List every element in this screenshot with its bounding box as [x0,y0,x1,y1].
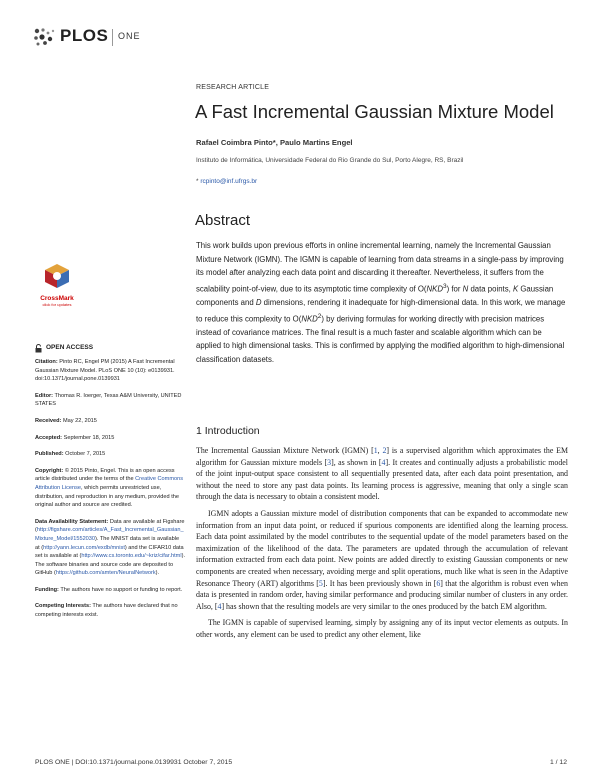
citation-block: Citation: Pinto RC, Engel PM (2015) A Fast Incremental Gaussian Mixture Model. PLoS ONE 10 (10): e0139931. doi:10.1371/journal.pone.0139931 [35,359,175,383]
abstract-text: This work builds upon previous efforts in online incremental learning, namely the Incremental Gaussian Mixture Network (IGMN). The IGMN is capable of learning from data streams in a single-pass by improving its model after analyzing each data point and discarding it thereafter. Nevertheless, it suffers from the scalability point-of-view, due to its asymptotic time complexity of O(NKD$^3$) for N data points, K Gaussian components and D dimensions, rendering it inadequate for high-dimensional data. In this work, we manage to reduce this complexity to O(NKD$^2$) by deriving formulas for working directly with precision matrices instead of covariance matrices. The final result is a much faster and scalable algorithm which can be applied to high dimensional tasks. This is confirmed by applying the modified algorithm to high-dimensional classification datasets. [196,241,566,364]
crossmark-icon [43,263,71,289]
ref-link[interactable]: 1 [373,446,378,455]
received-block: Received: May 22, 2015 [35,417,97,424]
ref-link[interactable]: 4 [381,457,386,467]
crossmark-badge[interactable] [37,263,77,307]
open-lock-icon [35,344,42,353]
paper-title: A Fast Incremental Gaussian Mixture Model [195,101,554,122]
editor-block: Editor: Thomas R. Ioerger, Texas A&M University, UNITED STATES [35,392,182,408]
published-block: Published: October 7, 2015 [35,451,106,458]
paper-authors: Rafael Coimbra Pinto*, Paulo Martins Engel [196,138,353,147]
section-heading-introduction: 1 Introduction [196,425,260,437]
email-link[interactable]: rcpinto@inf.ufrgs.br [200,178,258,185]
plos-logo-text: PLOS [60,26,109,45]
crossmark-sub: click for updates [42,302,72,307]
ref-link[interactable]: 5 [318,578,323,588]
journal-name: ONE [118,31,141,41]
github-link[interactable]: https://github.com/amten/NeuralNetwork [55,570,156,577]
article-type: RESEARCH ARTICLE [196,84,270,91]
intro-paragraph: The Incremental Gaussian Mixture Network (IGMN) [1, 2] is a supervised algorithm which approximates the EM algorithm for Gaussian mixture models [3], as shown in [4]. It creates and continually adjusts a probabilistic model of the joint input-output space consistent to all sequentially presented data, after each data point presentation, and without the need to store any past data points. Its learning process is aggressive, meaning that only a single scan through the data is necessary to obtain a consistent model. [196,446,568,502]
corresponding-email: * rcpinto@inf.ufrgs.br [196,178,258,185]
introduction-body [196,445,568,646]
ref-link[interactable]: 4 [217,601,222,611]
figshare-link[interactable]: http://figshare.com/articles/A_Fast_Incremental_Gaussian_Mixture_Model/1552030 [35,527,184,542]
cifar-link[interactable]: http://www.cs.toronto.edu/~kriz/cifar.html [81,553,182,560]
intro-paragraph: The IGMN is capable of supervised learning, simply by assigning any of its input vector elements as outputs. In other words, any element can be used to predict any other element, like [196,618,568,639]
footer-journal-info: PLOS ONE | DOI:10.1371/journal.pone.0139931 October 7, 2015 [35,759,233,766]
article-info-sidebar [35,344,185,628]
competing-interests-block: Competing Interests: The authors have declared that no competing interests exist. [35,603,178,619]
accepted-block: Accepted: September 18, 2015 [35,434,115,441]
plos-logo-mark [33,27,59,47]
license-link[interactable]: Creative Commons Attribution License [35,476,183,491]
abstract-heading: Abstract [195,212,251,229]
author-affiliation: Instituto de Informática, Universidade Federal do Rio Grande do Sul, Porto Alegre, RS, Brazil [196,157,464,164]
logo-divider [112,29,113,46]
ref-link[interactable]: 2 [382,446,387,455]
ref-link[interactable]: 6 [436,578,441,588]
ref-link[interactable]: 3 [327,457,332,467]
data-availability-block: Data Availability Statement: Data are available at Figshare (http://figshare.com/articles/A_Fast_Incremental_Gaussian_Mixture_Model/1552030). The MNIST data set is available at (http://yann.lecun.com/exdb/mnist) and the CIFAR10 data set is available at (http://www.cs.toronto.edu/~kriz/cifar.html). The software binaries and source code are deposited to GitHub (https://github.com/amten/NeuralNetwork). [35,518,186,577]
page-number: 1 / 12 [549,759,567,766]
mnist-link[interactable]: http://yann.lecun.com/exdb/mnist [43,544,125,551]
open-access-badge: OPEN ACCESS [35,344,185,353]
crossmark-label: CrossMark [40,295,74,302]
funding-block: Funding: The authors have no support or funding to report. [35,586,183,593]
copyright-block: Copyright: © 2015 Pinto, Engel. This is an open access article distributed under the terms of the Creative Commons Attribution License, which permits unrestricted use, distribution, and reproduction in any medium, provided the original author and source are credited. [35,467,183,509]
intro-paragraph: IGMN adopts a Gaussian mixture model of distribution components that can be expanded to accommodate new information from an input data point, or reduced if spurious components are identified along the learning process. Each data point assimilated by the model contributes to the sequential update of the model parameters based on the maximization of the likelihood of the data. The parameters are updated through the accumulation of relevant information extracted from each data point. New points are added directly to existing Gaussian components or new components are created when necessary, avoiding merge and split operations, much like what is seen in the Adaptive Resonance Theory (ART) algorithms [5]. It has been previously shown in [6] that the algorithm is robust even when data is presented in random order, having similar performance and producing similar number of clusters in any order. Also, [4] has shown that the resulting models are very similar to the ones produced by the batch EM algorithm. [196,508,568,611]
